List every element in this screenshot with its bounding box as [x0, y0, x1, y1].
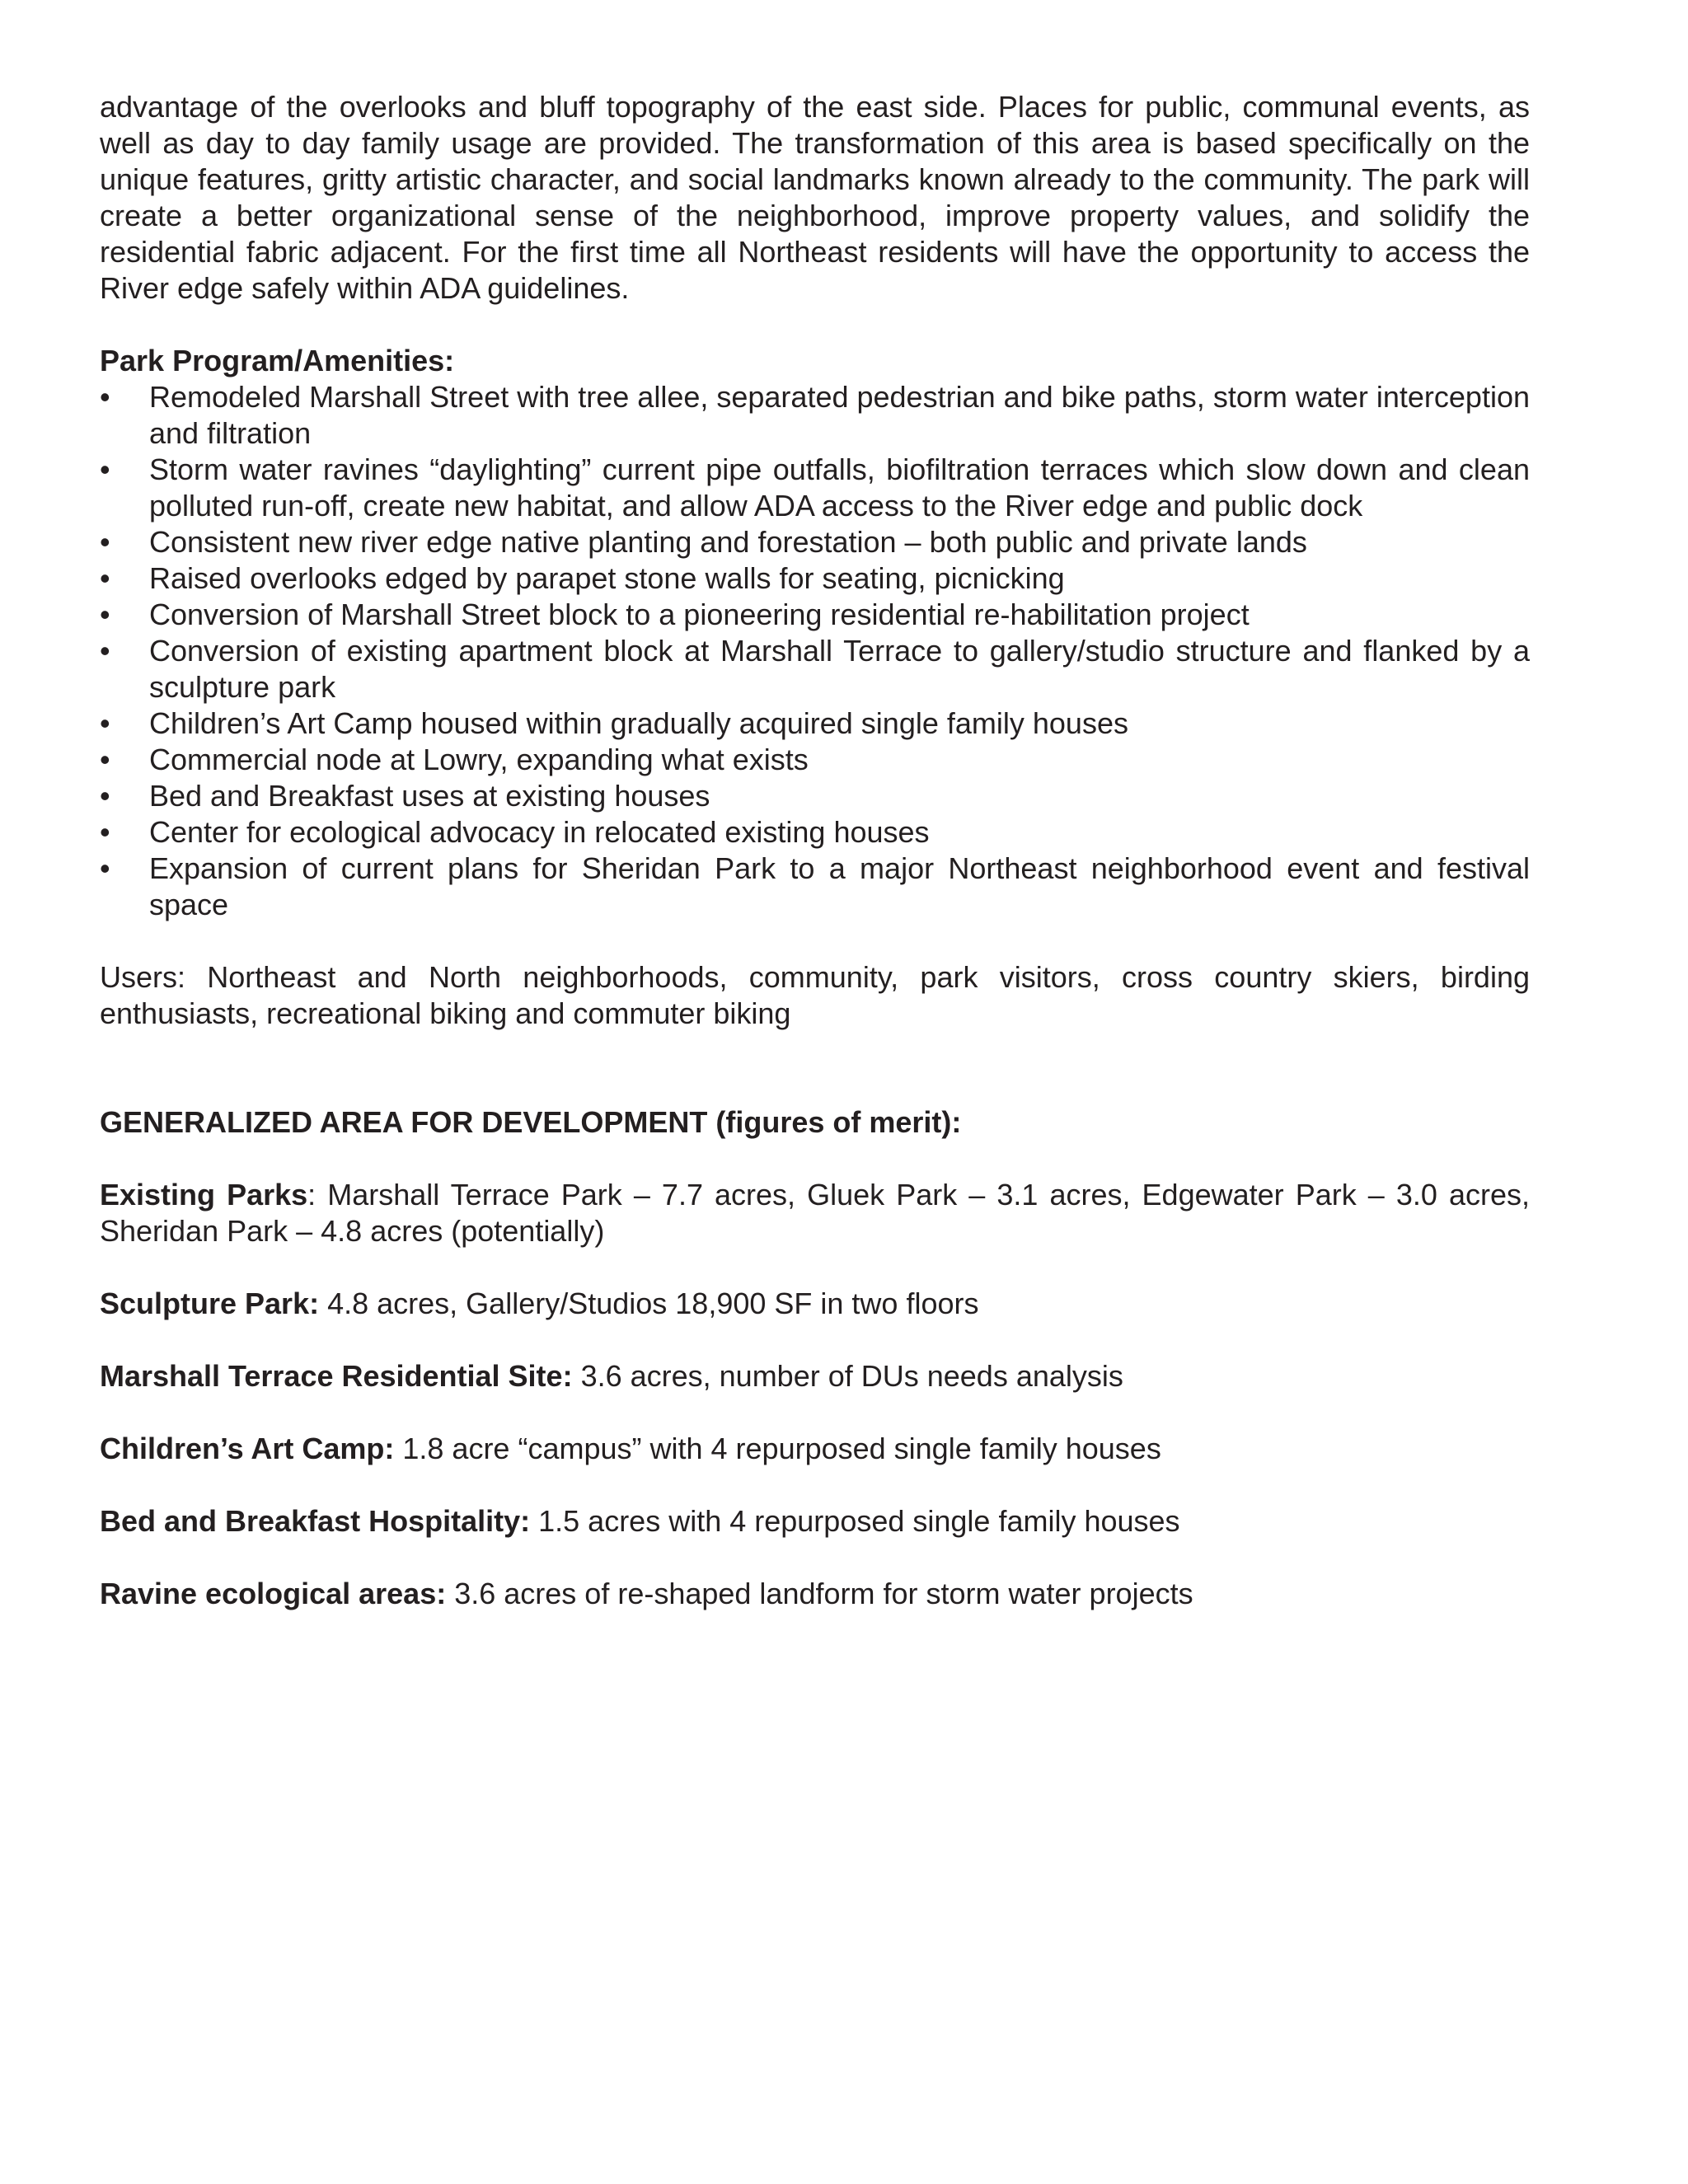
bullet-marker: • [100, 525, 110, 559]
list-item-text: Conversion of Marshall Street block to a pioneering residential re-habilitation project [149, 598, 1250, 631]
figure-existing-parks [100, 1177, 1530, 1249]
bullet-marker: • [100, 380, 110, 414]
figure-paragraph [100, 1358, 1530, 1394]
figure-text: 1.5 acres with 4 repurposed single family houses [530, 1504, 1180, 1538]
list-item [100, 705, 1530, 742]
spacer [100, 1540, 1530, 1576]
figure-text: 4.8 acres, Gallery/Studios 18,900 SF in two floors [319, 1286, 979, 1320]
list-item [100, 742, 1530, 778]
figure-art-camp [100, 1431, 1530, 1467]
list-item [100, 524, 1530, 560]
figure-paragraph [100, 1503, 1530, 1540]
figure-sculpture-park [100, 1286, 1530, 1322]
bullet-marker: • [100, 634, 110, 668]
bullet-marker: • [100, 851, 110, 885]
figure-paragraph [100, 1431, 1530, 1467]
list-item-text: Remodeled Marshall Street with tree allee, separated pedestrian and bike paths, storm water interception and filtration [149, 380, 1530, 450]
document-page [100, 89, 1530, 1612]
figure-label: Ravine ecological areas: [100, 1577, 447, 1610]
bullet-marker: • [100, 452, 110, 486]
spacer [100, 1249, 1530, 1286]
spacer [100, 1141, 1530, 1177]
figure-paragraph [100, 1576, 1530, 1612]
list-item [100, 560, 1530, 597]
intro-paragraph: advantage of the overlooks and bluff topography of the east side. Places for public, communal events, as well as day to day family usage are provided. The transformation of this area is based specifically on the unique features, gritty artistic character, and social landmarks known already to the community. The park will create a better organizational sense of the neighborhood, improve property values, and solidify the residential fabric adjacent. For the first time all Northeast residents will have the opportunity to access the River edge safely within ADA guidelines. [100, 90, 1530, 305]
list-item-text: Conversion of existing apartment block at Marshall Terrace to gallery/studio structure and flanked by a sculpture park [149, 634, 1530, 704]
bullet-marker: • [100, 598, 110, 631]
spacer [100, 923, 1530, 959]
list-item [100, 814, 1530, 851]
bullet-marker: • [100, 779, 110, 813]
list-item [100, 452, 1530, 524]
amenities-list [100, 379, 1530, 923]
spacer [100, 1032, 1530, 1104]
list-item-text: Expansion of current plans for Sheridan Park to a major Northeast neighborhood event and festival space [149, 851, 1530, 921]
list-item-text: Consistent new river edge native planting and forestation – both public and private lands [149, 525, 1307, 559]
figure-text: 3.6 acres, number of DUs needs analysis [572, 1359, 1123, 1393]
list-item-text: Raised overlooks edged by parapet stone walls for seating, picnicking [149, 561, 1065, 595]
bullet-marker: • [100, 743, 110, 776]
spacer [100, 1322, 1530, 1358]
list-item [100, 851, 1530, 923]
figure-label: Sculpture Park: [100, 1286, 320, 1320]
figure-residential-site [100, 1358, 1530, 1394]
development-heading: GENERALIZED AREA FOR DEVELOPMENT (figures of merit): [100, 1105, 962, 1139]
bullet-marker: • [100, 815, 110, 849]
figure-paragraph [100, 1177, 1530, 1249]
list-item-text: Bed and Breakfast uses at existing houses [149, 779, 710, 813]
figure-label: Existing Parks [100, 1178, 308, 1212]
figure-text: : Marshall Terrace Park – 7.7 acres, Gluek Park – 3.1 acres, Edgewater Park – 3.0 acres, Sheridan Park – 4.8 acres (potentially) [100, 1178, 1530, 1248]
list-item [100, 633, 1530, 705]
figure-label: Children’s Art Camp: [100, 1432, 395, 1465]
list-item-text: Commercial node at Lowry, expanding what exists [149, 743, 809, 776]
program-heading: Park Program/Amenities: [100, 344, 455, 377]
figure-ravine-areas [100, 1576, 1530, 1612]
list-item-text: Center for ecological advocacy in relocated existing houses [149, 815, 930, 849]
figure-text: 3.6 acres of re-shaped landform for storm water projects [446, 1577, 1193, 1610]
list-item-text: Storm water ravines “daylighting” current pipe outfalls, biofiltration terraces which slow down and clean polluted run-off, create new habitat, and allow ADA access to the River edge and public dock [149, 452, 1530, 523]
figure-label: Bed and Breakfast Hospitality: [100, 1504, 531, 1538]
bullet-marker: • [100, 561, 110, 595]
list-item [100, 379, 1530, 452]
spacer [100, 307, 1530, 343]
figure-label: Marshall Terrace Residential Site: [100, 1359, 573, 1393]
users-paragraph: Users: Northeast and North neighborhoods, community, park visitors, cross country skiers, birding enthusiasts, recreational biking and commuter biking [100, 960, 1530, 1030]
list-item [100, 778, 1530, 814]
spacer [100, 1467, 1530, 1503]
list-item [100, 597, 1530, 633]
spacer [100, 1394, 1530, 1431]
list-item-text: Children’s Art Camp housed within gradually acquired single family houses [149, 706, 1128, 740]
bullet-marker: • [100, 706, 110, 740]
figure-paragraph [100, 1286, 1530, 1322]
figure-text: 1.8 acre “campus” with 4 repurposed single family houses [394, 1432, 1161, 1465]
figure-bed-and-breakfast [100, 1503, 1530, 1540]
